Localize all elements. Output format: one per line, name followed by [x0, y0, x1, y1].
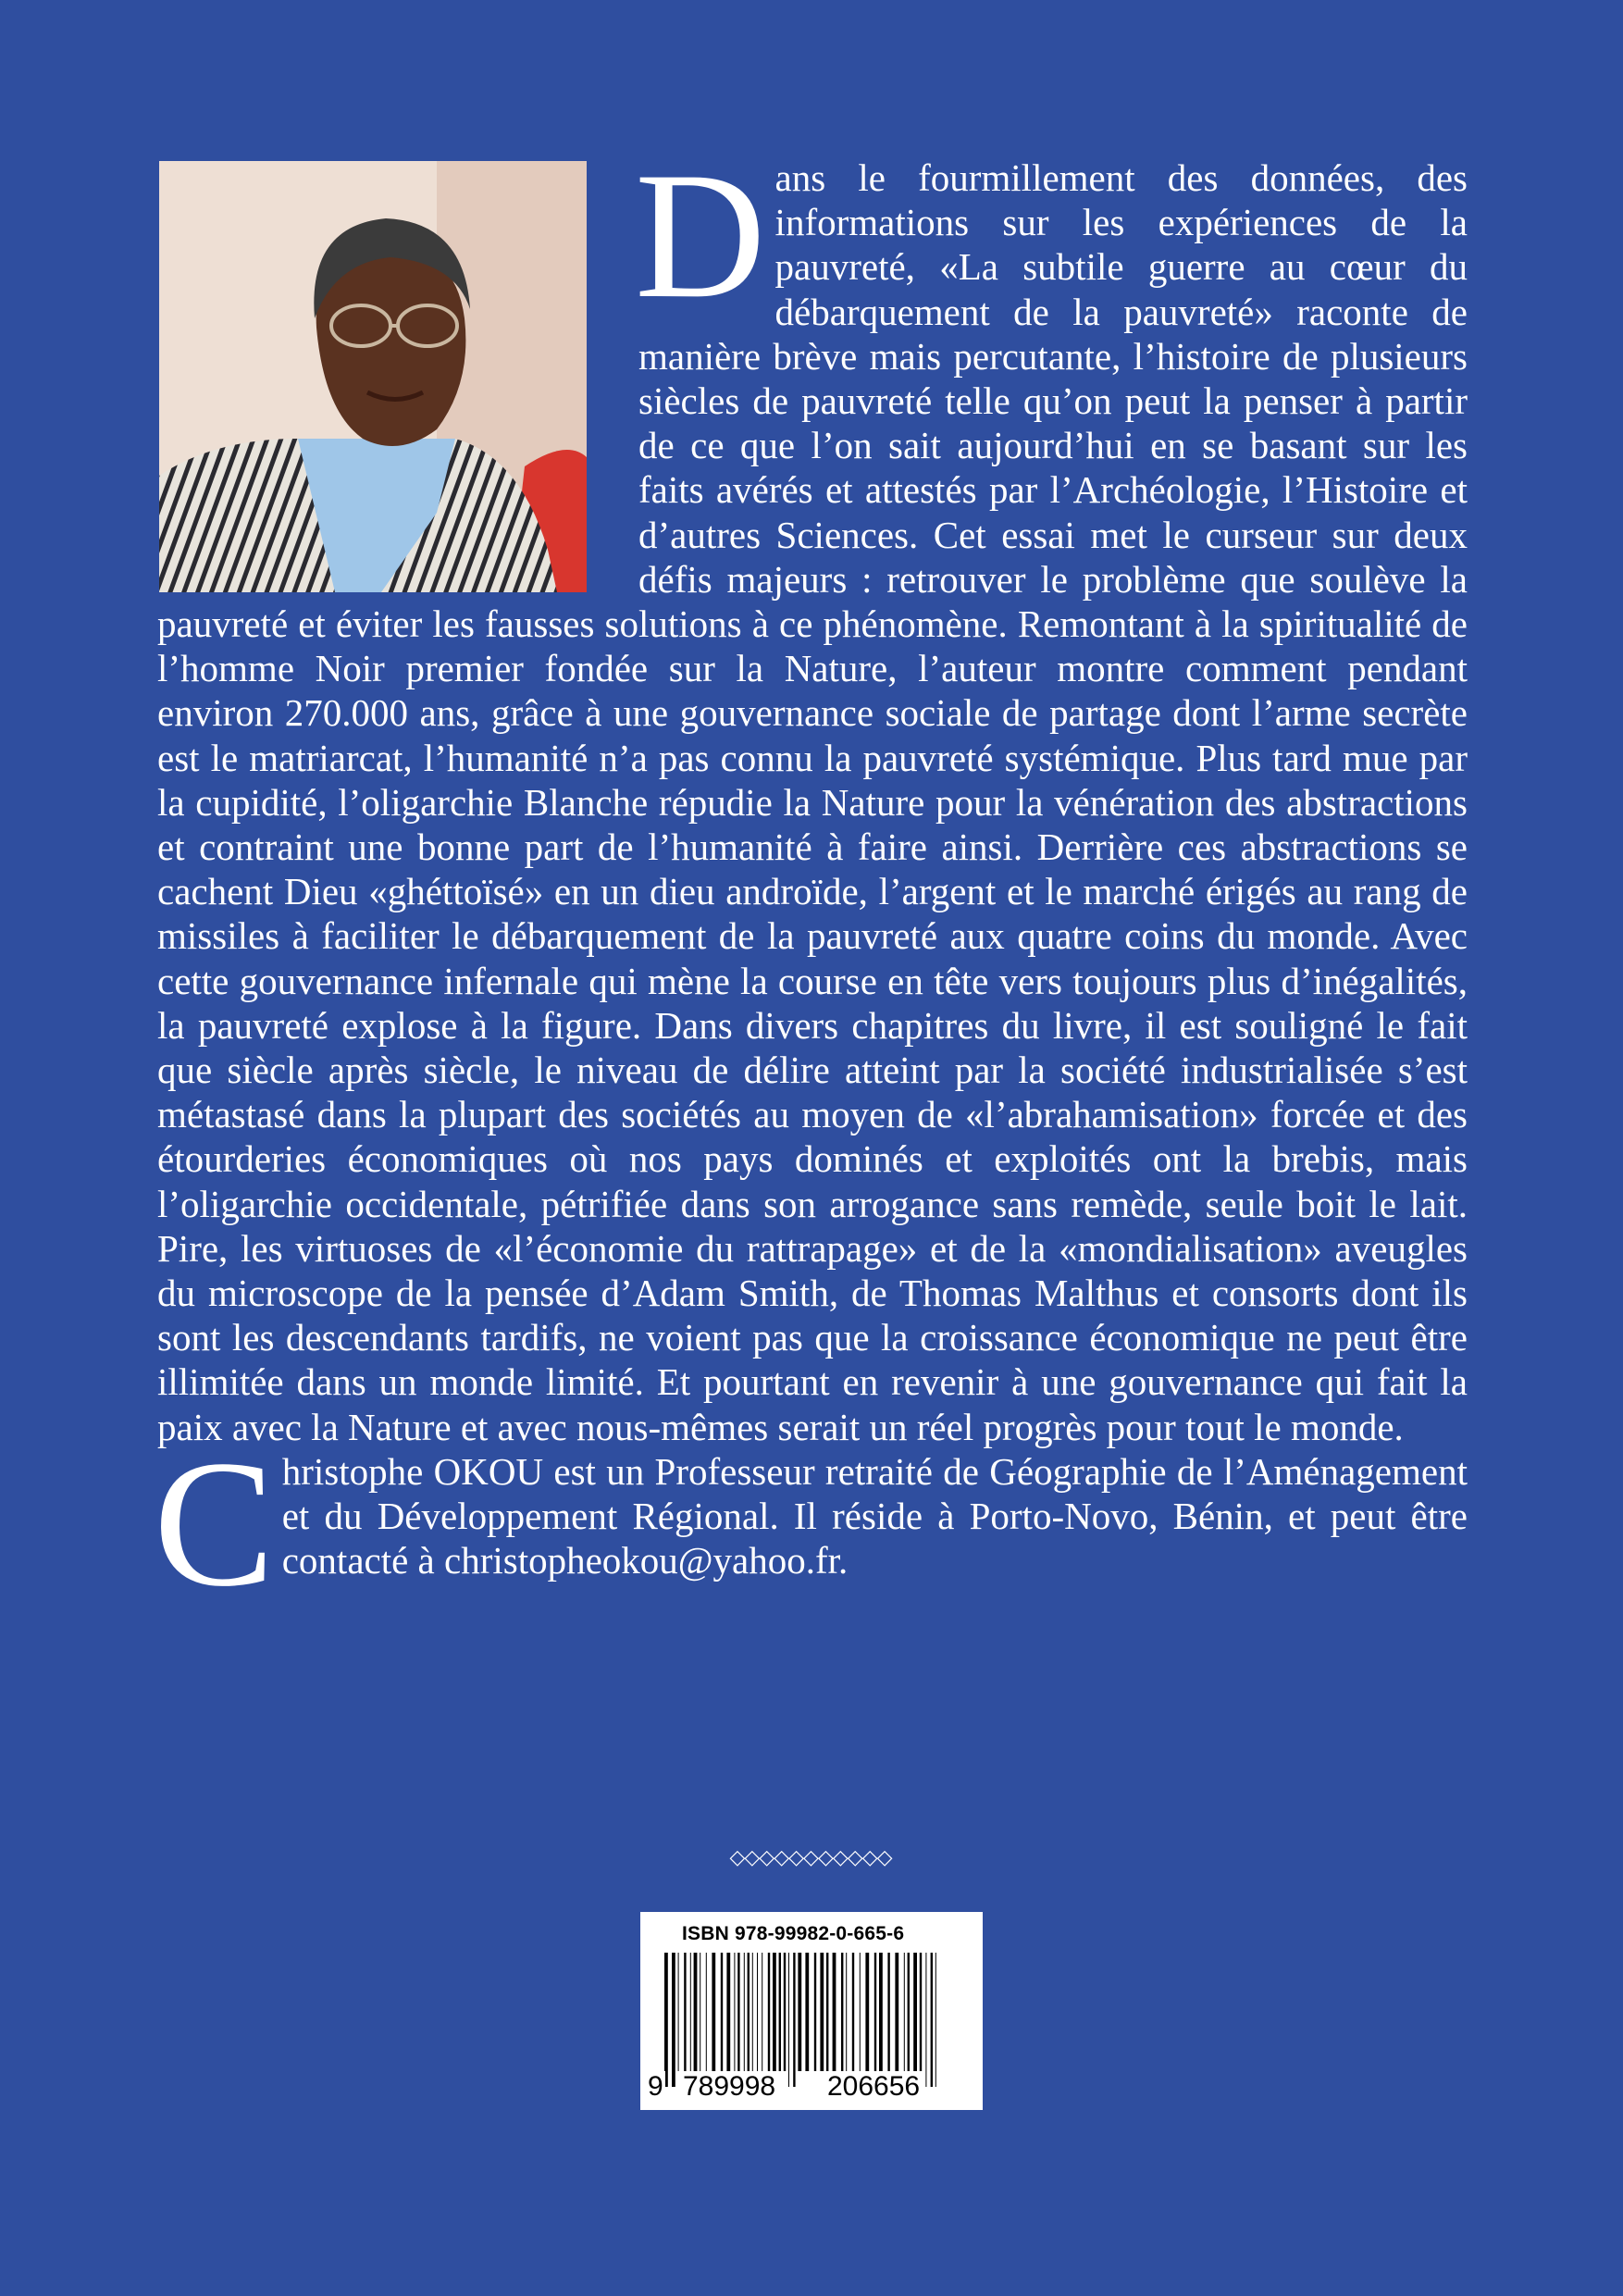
isbn-digit-group2: 206656 — [827, 2071, 921, 2102]
barcode-bar — [833, 1953, 836, 2071]
barcode-bar — [925, 1953, 926, 2087]
barcode-bar — [752, 1953, 753, 2071]
barcode-bar — [664, 1953, 668, 2087]
barcode-bar — [672, 1953, 675, 2087]
barcode-bar — [860, 1953, 861, 2071]
isbn-digit-first: 9 — [648, 2071, 663, 2102]
barcode-bar — [678, 1953, 679, 2071]
bio-text: hristophe OKOU est un Professeur retraité de Géographie de l’Aménagement et du Développement Régional. Il réside à Porto-Novo, Bénin, et peut être contacté à christopheokou@yahoo.fr. — [281, 1449, 1468, 1582]
barcode-bar — [748, 1953, 750, 2071]
barcode-bar — [798, 1953, 801, 2071]
barcode-bars-icon — [661, 1953, 964, 2087]
barcode-bar — [734, 1953, 735, 2071]
barcode-bar — [690, 1953, 691, 2071]
barcode-bar — [773, 1953, 776, 2071]
intro-text: ans le fourmillement des données, des informations sur les expériences de la pauvreté, «La subtile guerre au cœur du débarquement de la pauvreté» raconte de manière brève mais percutante, l’histoire de plusieurs siècles de pauvreté telle qu’on peut la penser à partir de ce que l’on sait aujourd’hui en se basant sur les faits avérés et attestés par l’Archéologie, l’Histoire et d’autres Sciences. Cet essai met le curseur sur deux défis majeurs : retrouver le problème que soulève la pauvreté et éviter les fausses solutions à ce phénomène. Remontant à la spiritualité de l’homme Noir premier fondée sur la Nature, l’auteur montre comment pendant environ 270.000 ans, grâce à une gouvernance sociale de partage dont l’arme secrète est le matriarcat, l’humanité n’a pas connu la pauvreté systémique. Plus tard mue par la cupidité, l’oligarchie Blanche répudie la Nature pour la vénération des abstractions et contraint une bonne part de l’humanité à faire ainsi. Derrière ces abstractions se cachent Dieu «ghéttoïsé» en un dieu androïde, l’argent et le marché érigés au rang de missiles à faciliter le débarquement de la pauvreté aux quatre coins du monde. Avec cette gouvernance infernale qui mène la course en tête vers toujours plus d’inégalités, la pauvreté explose à la figure. Dans divers chapitres du livre, il est souligné le fait que siècle après siècle, le niveau de délire atteint par la société industrialisée s’est métastasé dans la plupart des sociétés au moyen de «l’abrahamisation» forcée et des étourderies économiques où nos pays dominés et exploités ont la brebis, mais l’oligarchie occidentale, pétrifiée dans son arrogance sans remède, seule boit le lait. Pire, les virtuoses de «l’économie du rattrapage» et de la «mondialisation» aveugles du microscope de la pensée d’Adam Smith, de Thomas Malthus et consorts dont ils sont les descendants tardifs, ne voient pas que la croissance économique ne peut être illimitée dans un monde limité. Et pourtant en revenir à une gouvernance qui fait la paix avec la Nature et avec nous-mêmes serait un réel progrès pour tout le monde. — [157, 156, 1468, 1448]
barcode-bar — [768, 1953, 770, 2071]
barcode-bar — [852, 1953, 854, 2071]
author-bio-paragraph — [154, 1422, 1468, 1624]
isbn-digits — [640, 2071, 983, 2103]
barcode-bar — [908, 1953, 910, 2071]
barcode-bar — [757, 1953, 758, 2071]
barcode-bar — [784, 1953, 786, 2071]
barcode-bar — [744, 1953, 745, 2071]
barcode-bar — [846, 1953, 847, 2071]
diamond-ornament: ◇◇◇◇◇◇◇◇◇◇◇ — [729, 1846, 892, 1869]
isbn-digit-group1: 789998 — [683, 2071, 776, 2102]
barcode-bar — [779, 1953, 781, 2071]
barcode-bar — [935, 1953, 936, 2087]
barcode-bar — [793, 1953, 795, 2087]
barcode-bar — [820, 1953, 824, 2071]
barcode-bar — [788, 1953, 789, 2087]
barcode-bar — [684, 1953, 686, 2071]
bio-dropcap: C — [154, 1422, 275, 1624]
barcode-bar — [814, 1953, 816, 2071]
barcode-bar — [841, 1953, 843, 2071]
back-cover-text — [154, 135, 1468, 1624]
barcode-bar — [879, 1953, 883, 2071]
barcode-bar — [726, 1953, 730, 2071]
barcode-bar — [737, 1953, 739, 2071]
isbn-label: ISBN 978-99982-0-665-6 — [682, 1923, 905, 1944]
barcode-bar — [706, 1953, 707, 2071]
barcode-bar — [712, 1953, 715, 2071]
barcode-bar — [895, 1953, 898, 2071]
barcode-bar — [904, 1953, 905, 2071]
intro-dropcap: D — [635, 135, 766, 336]
barcode-bar — [887, 1953, 889, 2071]
barcode-bar — [931, 1953, 933, 2087]
author-photo-icon — [159, 161, 587, 592]
barcode-bar — [805, 1953, 809, 2071]
barcode-bar — [874, 1953, 876, 2071]
barcode-bar — [913, 1953, 917, 2071]
isbn-barcode — [640, 1912, 983, 2110]
barcode-bar — [694, 1953, 698, 2071]
barcode-bar — [721, 1953, 723, 2071]
author-photo — [159, 161, 587, 592]
barcode-bar — [826, 1953, 828, 2071]
barcode-bar — [920, 1953, 922, 2071]
barcode-bar — [865, 1953, 869, 2071]
